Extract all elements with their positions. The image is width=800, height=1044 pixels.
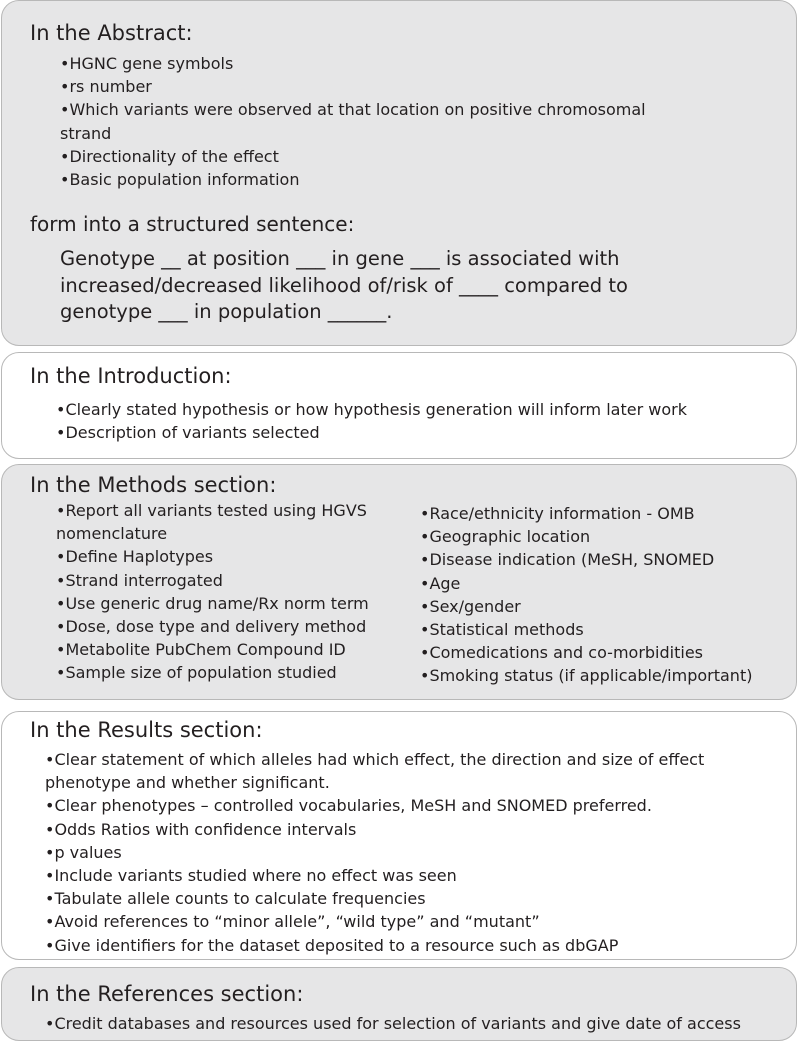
methods-right-list [420,502,790,688]
list-item: •Smoking status (if applicable/important) [420,666,753,686]
list-item: •p values [45,842,122,862]
list-item: •Age [420,573,461,593]
methods-box [1,464,797,700]
results-box [1,711,797,960]
introduction-list [56,398,776,444]
list-item: •Description of variants selected [56,423,320,443]
list-item: •rs number [60,77,152,97]
results-heading: In the Results section: [30,718,263,742]
list-item: •Include variants studied where no effect was seen [45,866,457,886]
list-item: •Sample size of population studied [56,663,337,683]
references-list [45,1012,785,1035]
list-item: •Statistical methods [420,620,584,640]
results-list [45,748,785,957]
list-item: •Define Haplotypes [56,547,214,567]
introduction-box [1,352,797,459]
list-item: •Report all variants tested using HGVS nomenclature [56,501,367,544]
list-item: •Geographic location [420,527,591,547]
list-item: •HGNC gene symbols [60,54,234,73]
methods-heading: In the Methods section: [30,473,277,497]
list-item: •Clear statement of which alleles had which effect, the direction and size of effect phenotype and whether significant. [45,750,705,793]
list-item: •Give identifiers for the dataset deposited to a resource such as dbGAP [45,935,619,955]
list-item: •Race/ethnicity information - OMB [420,504,695,523]
abstract-box [1,0,797,346]
list-item: •Basic population information [60,170,300,190]
list-item: •Avoid references to “minor allele”, “wild type” and “mutant” [45,912,540,932]
list-item: •Sex/gender [420,596,521,616]
list-item: •Clearly stated hypothesis or how hypothesis generation will inform later work [56,400,687,419]
list-item: •Odds Ratios with confidence intervals [45,819,357,839]
list-item: •Tabulate allele counts to calculate frequencies [45,889,426,909]
references-box [1,967,797,1041]
list-item: •Which variants were observed at that location on positive chromosomal strand [60,100,646,143]
list-item: •Disease indication (MeSH, SNOMED [420,550,715,570]
references-heading: In the References section: [30,982,304,1006]
abstract-list [60,52,760,191]
list-item: •Dose, dose type and delivery method [56,617,367,637]
structured-sentence: Genotype __ at position ___ in gene ___ is associated with increased/decreased likelihood of/risk of ____ compared to genotype ___ in population ______. [60,247,628,323]
introduction-heading: In the Introduction: [30,364,232,388]
list-item: •Clear phenotypes – controlled vocabularies, MeSH and SNOMED preferred. [45,796,652,816]
list-item: •Metabolite PubChem Compound ID [56,640,346,660]
list-item: •Strand interrogated [56,570,223,590]
list-item: •Directionality of the effect [60,146,279,166]
list-item: •Use generic drug name/Rx norm term [56,593,369,613]
sentence-intro: form into a structured sentence: [30,212,355,236]
methods-left-list [56,499,406,685]
abstract-heading: In the Abstract: [30,21,193,45]
list-item: •Credit databases and resources used for selection of variants and give date of access [45,1014,741,1033]
list-item: •Comedications and co-morbidities [420,643,703,663]
